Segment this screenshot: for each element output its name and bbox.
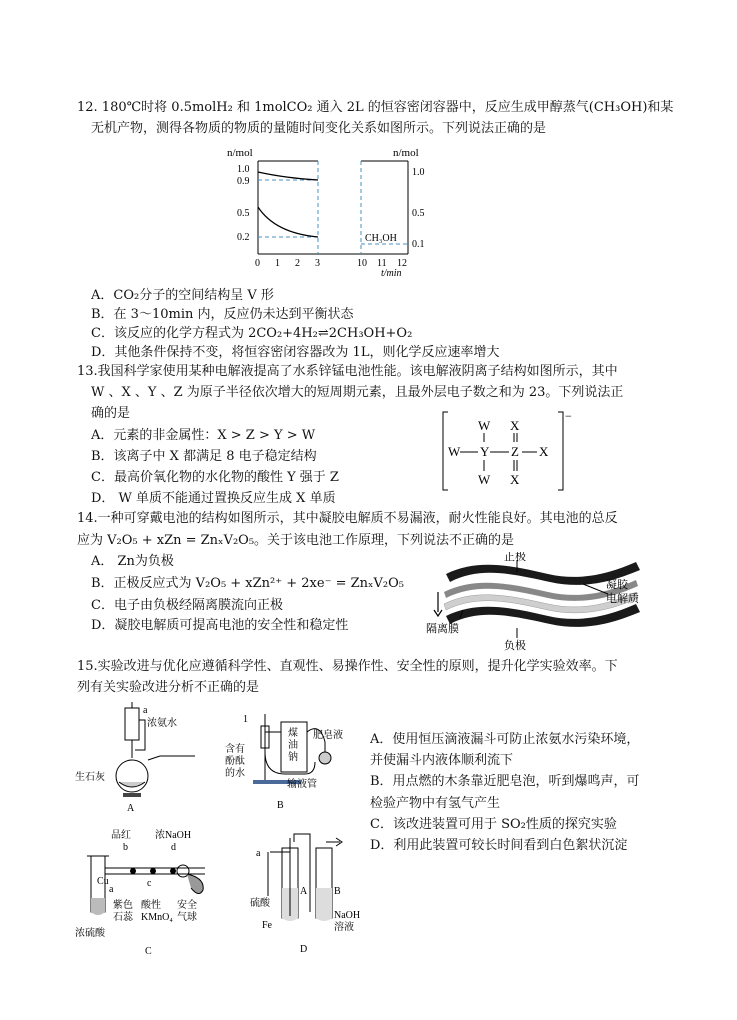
q12-option-a: A．CO₂分子的空间结构呈 V 形 [91, 288, 274, 303]
label-positive: 正极 [504, 552, 526, 563]
fig-d-label-A: A [300, 886, 308, 897]
q14-stem-line2: 应为 V₂O₅ + xZn = ZnₓV₂O₅。关于该电池工作原理，下列说法不正确的是 [77, 533, 515, 548]
tick-x-0: 0 [255, 258, 260, 269]
q15-figure-c [75, 828, 235, 958]
q15-option-a-1: A．使用恒压滴液漏斗可防止浓氨水污染环境， [370, 732, 640, 747]
fig-c-label-ball2: 气球 [177, 912, 197, 923]
q15-option-b-1: B．用点燃的木条靠近肥皂泡，听到爆鸣声，可 [370, 774, 640, 789]
ion-charge: − [565, 409, 572, 423]
tick-left-0.2: 0.2 [237, 232, 250, 243]
q12-stem-line2: 无机产物，测得各物质的物质的量随时间变化关系如图所示。下列说法正确的是 [91, 121, 547, 136]
q15-stem-line2: 列有关实验改进分析不正确的是 [77, 680, 260, 695]
fig-c-label-a: a [109, 884, 114, 895]
q14-battery-diagram [418, 552, 658, 652]
fig-b-caption: B [277, 800, 284, 811]
q14-option-b: B．正极反应式为 V₂O₅ + xZn²⁺ + 2xe⁻ = ZnₓV₂O₅ [91, 576, 404, 591]
fig-c-label-b: b [123, 842, 128, 853]
fig-c-label-kmno1: 酸性 [141, 900, 161, 911]
label-negative: 负极 [504, 640, 526, 652]
tick-right-1.0: 1.0 [412, 167, 425, 178]
fig-d-label-a: a [256, 848, 261, 859]
fig-b-label-tube: 输液管 [287, 779, 317, 790]
fig-d-caption: D [300, 944, 308, 955]
q12-option-c: C．该反应的化学方程式为 2CO₂+4H₂⇌2CH₃OH+O₂ [91, 326, 413, 341]
q12-option-d: D．其他条件保持不变，将恒容密闭容器改为 1L，则化学反应速率增大 [91, 345, 500, 360]
fig-d-label-acid: 硫酸 [250, 898, 270, 909]
q15-option-d: D．利用此装置可较长时间看到白色絮状沉淀 [370, 838, 628, 853]
tick-x-10: 10 [357, 258, 367, 269]
q13-option-d: D． W 单质不能通过置换反应生成 X 单质 [91, 491, 336, 506]
atom-z: Z [511, 444, 519, 459]
fig-a-label-ammonia: 浓氨水 [147, 718, 177, 729]
graph-ylabel-right: n/mol [393, 147, 419, 159]
fig-c-label-kmno2: KMnO₄ [141, 912, 173, 923]
q13-option-b: B．该离子中 X 都满足 8 电子稳定结构 [91, 449, 317, 464]
q13-stem-line2: W 、X 、Y 、Z 为原子半径依次增大的短周期元素，且最外层电子数之和为 23。下列说法正 [91, 385, 624, 400]
q14-stem-line1: 14.一种可穿戴电池的结构如图所示，其中凝胶电解质不易漏液，耐火性能良好。其电池的总反 [77, 511, 618, 526]
fig-d-label-naoh2: 溶液 [334, 922, 354, 933]
q14-option-d: D．凝胶电解质可提高电池的安全性和稳定性 [91, 618, 349, 633]
label-separator: 隔离膜 [426, 623, 459, 635]
label-gel-1: 凝胶 [606, 579, 628, 591]
graph-ylabel-left: n/mol [227, 147, 253, 159]
q13-stem-line1: 13.我国科学家使用某种电解液提高了水系锌锰电池性能。该电解液阴离子结构如图所示，其中 [77, 364, 618, 379]
tick-left-1.0: 1.0 [237, 164, 250, 175]
q15-stem-line1: 15.实验改进与优化应遵循科学性、直观性、易操作性、安全性的原则，提升化学实验效率。下 [77, 659, 618, 674]
q15-figure-a [75, 700, 205, 815]
tick-x-2: 2 [295, 258, 300, 269]
q13-option-a: A．元素的非金属性：X > Z > Y > W [91, 428, 316, 443]
q15-figure-d [250, 828, 370, 958]
fig-b-label-water2: 酚酞 [225, 756, 245, 767]
fig-b-label-1: 1 [243, 714, 248, 725]
series-label-ch3oh: CH₃OH [365, 233, 397, 244]
fig-d-label-fe: Fe [262, 920, 272, 931]
q15-option-c: C．该改进装置可用于 SO₂性质的探究实验 [370, 817, 617, 832]
fig-b-label-coal1: 煤 [288, 728, 298, 739]
tick-x-3: 3 [315, 258, 320, 269]
tick-left-0.5: 0.5 [237, 208, 250, 219]
fig-b-label-coal3: 钠 [288, 752, 298, 763]
fig-c-label-d: d [171, 842, 176, 853]
fig-c-label-cu: Cu [97, 876, 109, 887]
atom-w-left: W [448, 444, 461, 459]
fig-d-label-naoh1: NaOH [334, 910, 361, 921]
fig-c-label-zise2: 石蕊 [113, 912, 133, 923]
tick-x-12: 12 [397, 258, 407, 269]
fig-a-caption: A [127, 803, 135, 814]
fig-c-label-ball1: 安全 [177, 900, 197, 911]
fig-b-label-water3: 的水 [225, 768, 245, 779]
graph-xlabel: t/min [381, 268, 402, 279]
fig-c-label-zise1: 紫色 [113, 900, 133, 911]
q12-stem-line1: 12. 180℃时将 0.5molH₂ 和 1molCO₂ 通入 2L 的恒容密闭容器中，反应生成甲醇蒸气(CH₃OH)和某 [77, 100, 674, 115]
fig-c-caption: C [145, 946, 152, 957]
tick-x-1: 1 [275, 258, 280, 269]
q12-graph [225, 145, 445, 280]
tick-right-0.5: 0.5 [412, 208, 425, 219]
q13-stem-line3: 确的是 [91, 406, 131, 421]
fig-c-label-c: c [147, 878, 152, 889]
atom-x-right: X [539, 444, 549, 459]
fig-d-label-B: B [334, 886, 341, 897]
q15-option-b-2: 检验产物中有氢气产生 [370, 796, 501, 811]
atom-w-bottom: W [478, 472, 491, 487]
q14-option-c: C．电子由负极经隔离膜流向正极 [91, 598, 283, 613]
tick-right-0.1: 0.1 [412, 239, 425, 250]
atom-x-top: X [510, 418, 520, 433]
q13-ion-structure [440, 408, 575, 493]
q14-option-a: A． Zn为负极 [91, 554, 174, 569]
q15-figure-b [225, 712, 355, 812]
tick-x-11: 11 [377, 258, 387, 269]
fig-b-label-soap: 肥皂液 [313, 730, 343, 741]
label-gel-2: 电解质 [606, 593, 639, 605]
atom-x-bottom: X [510, 472, 520, 487]
fig-a-label-lime: 生石灰 [75, 772, 105, 783]
atom-w-top: W [478, 418, 491, 433]
fig-c-label-acid: 浓硫酸 [75, 928, 105, 939]
tick-left-0.9: 0.9 [237, 176, 250, 187]
q15-option-a-2: 并使漏斗内液体顺利流下 [370, 753, 514, 768]
fig-b-label-water1: 含有 [225, 744, 245, 755]
fig-c-label-naoh: 浓NaOH [155, 830, 192, 841]
q13-option-c: C．最高价氧化物的水化物的酸性 Y 强于 Z [91, 470, 339, 485]
fig-c-label-pinhong: 品红 [111, 830, 131, 841]
atom-y: Y [480, 444, 490, 459]
fig-a-label-a: a [143, 705, 148, 716]
fig-b-label-coal2: 油 [288, 740, 298, 751]
q12-option-b: B．在 3～10min 内，反应仍未达到平衡状态 [91, 307, 354, 322]
